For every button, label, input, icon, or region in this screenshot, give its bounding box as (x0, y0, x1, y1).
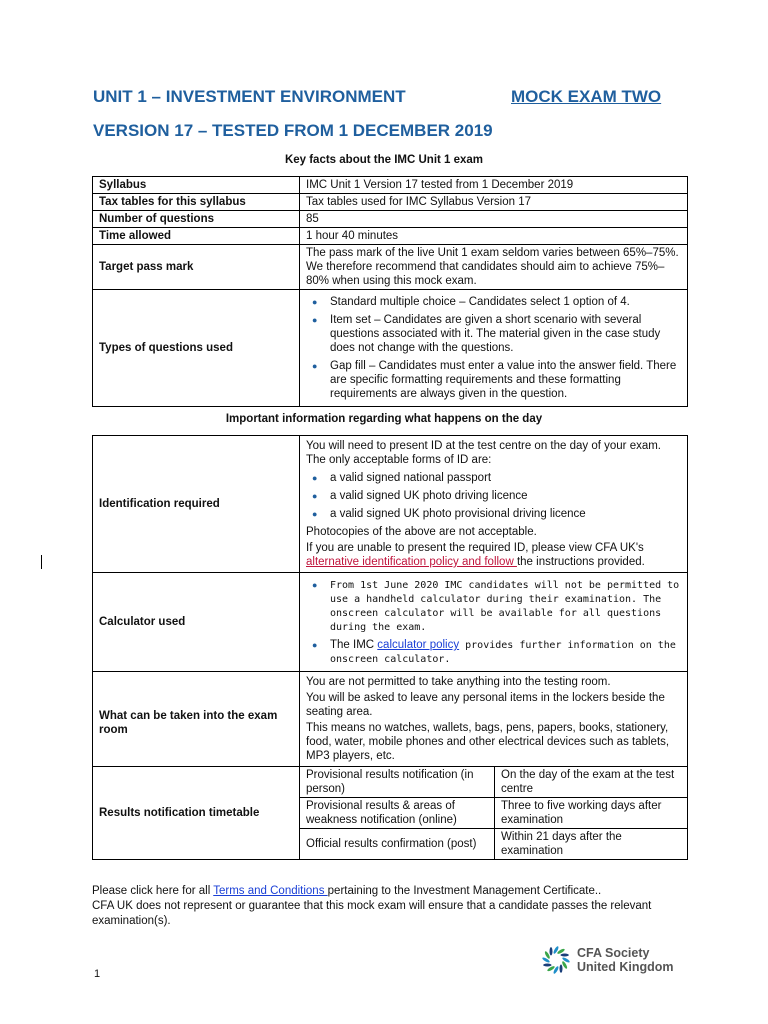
logo-petal (550, 947, 553, 955)
list-item: ● a valid signed UK photo driving licence (312, 490, 528, 502)
question-types-list (306, 295, 681, 401)
table-row (93, 573, 688, 672)
result-type: Provisional results notification (in person) (300, 767, 495, 798)
page-number: 1 (94, 968, 101, 980)
table-row (93, 228, 688, 245)
day-info-table (92, 435, 688, 860)
bullet-icon: ● (312, 509, 318, 519)
alternative-id-policy-link[interactable]: alternative identification policy and follow (306, 556, 517, 568)
row-value: IMC Unit 1 Version 17 tested from 1 December 2019 (300, 177, 688, 194)
result-when: Three to five working days after examination (495, 798, 688, 829)
id-list (306, 471, 681, 521)
result-type: Official results confirmation (post) (300, 829, 495, 860)
list-item: ● From 1st June 2020 IMC candidates will not be permitted to use a handheld calculator during their examination. The onscreen calculator will be available for all questions during the exam. (312, 580, 680, 633)
list-item: ● Gap fill – Candidates must enter a value into the answer field. There are specific formatting requirements and these formatting requirements are always given in the question. (312, 360, 677, 400)
table-row (93, 290, 688, 407)
bullet-icon: ● (312, 491, 318, 501)
bullet-icon: ● (312, 473, 318, 483)
list-item: ● a valid signed UK photo provisional driving licence (312, 508, 586, 520)
version-title: VERSION 17 – TESTED FROM 1 DECEMBER 2019 (93, 121, 493, 140)
list-item: ● a valid signed national passport (312, 472, 492, 484)
logo-line-2: United Kingdom (577, 960, 674, 974)
row-value: You are not permitted to take anything into the testing room. You will be asked to leave any personal items in the lockers beside the seating area. This means no watches, wallets, bags, pens, papers, books, stationery, food, water, mobile phones and other electrical devices such as tablets, MP3 players, etc. (300, 672, 688, 767)
bullet-icon: ● (312, 315, 318, 325)
bullet-icon: ● (312, 297, 318, 307)
row-label: What can be taken into the exam room (93, 672, 300, 767)
result-when: Within 21 days after the examination (495, 829, 688, 860)
day-info-caption: Important information regarding what happens on the day (225, 413, 543, 425)
table-row (93, 672, 688, 767)
row-label: Results notification timetable (93, 767, 300, 860)
cfa-society-logo (540, 944, 690, 978)
row-label: Types of questions used (93, 290, 300, 407)
logo-petal (560, 954, 568, 957)
list-item: ● The IMC calculator policy provides further information on the onscreen calculator. (312, 639, 676, 665)
row-label: Time allowed (93, 228, 300, 245)
row-label: Calculator used (93, 573, 300, 672)
row-value: The pass mark of the live Unit 1 exam seldom varies between 65%–75%. We therefore recommend that candidates should aim to achieve 75%–80% when using this mock exam. (300, 245, 688, 290)
row-label: Syllabus (93, 177, 300, 194)
table-row (93, 177, 688, 194)
list-item: ● Item set – Candidates are given a short scenario with several questions associated with it. The material given in the case study does not change with the questions. (312, 314, 661, 354)
logo-petal (560, 964, 563, 972)
key-facts-caption: Key facts about the IMC Unit 1 exam (284, 154, 484, 166)
cfa-logo-icon (540, 944, 572, 976)
row-value (300, 290, 688, 407)
row-value: Tax tables used for IMC Syllabus Version 17 (300, 194, 688, 211)
row-label: Target pass mark (93, 245, 300, 290)
row-label: Number of questions (93, 211, 300, 228)
terms-and-conditions-link[interactable]: Terms and Conditions (213, 885, 328, 897)
table-row (93, 245, 688, 290)
row-value: You will need to present ID at the test centre on the day of your exam. The only acceptable forms of ID are: ● a valid signed national passport ● a valid signed UK photo driving licence ● a valid signed UK photo provisional driving licence Photocopies of the above are not acceptable. If you are unable to present the required ID, please view CFA UK's alternative identification policy and follow the instructions provided. (300, 436, 688, 573)
logo-line-1: CFA Society (577, 946, 650, 960)
result-type: Provisional results & areas of weakness notification (online) (300, 798, 495, 829)
row-value: 1 hour 40 minutes (300, 228, 688, 245)
key-facts-table (92, 176, 688, 407)
bullet-icon: ● (312, 640, 318, 650)
unit-title: UNIT 1 – INVESTMENT ENVIRONMENT (93, 87, 406, 106)
logo-petal (543, 964, 551, 967)
table-row (93, 436, 688, 573)
table-row (93, 211, 688, 228)
row-value (300, 573, 688, 672)
table-row (93, 194, 688, 211)
mock-exam-title: MOCK EXAM TWO (511, 87, 662, 106)
row-label: Identification required (93, 436, 300, 573)
list-item: ● Standard multiple choice – Candidates select 1 option of 4. (312, 296, 630, 308)
result-when: On the day of the exam at the test centre (495, 767, 688, 798)
row-label: Tax tables for this syllabus (93, 194, 300, 211)
text-cursor (41, 555, 42, 569)
calculator-list (306, 578, 681, 666)
bullet-icon: ● (312, 361, 318, 371)
table-row (93, 767, 688, 798)
calculator-policy-link[interactable]: calculator policy (377, 639, 460, 651)
bullet-icon: ● (312, 580, 318, 590)
footer-note: Please click here for all Terms and Conditions pertaining to the Investment Management Certificate.. CFA UK does not represent or guarantee that this mock exam will ensure that a candidate passes the relevant examination(s). (92, 885, 652, 927)
row-value: 85 (300, 211, 688, 228)
